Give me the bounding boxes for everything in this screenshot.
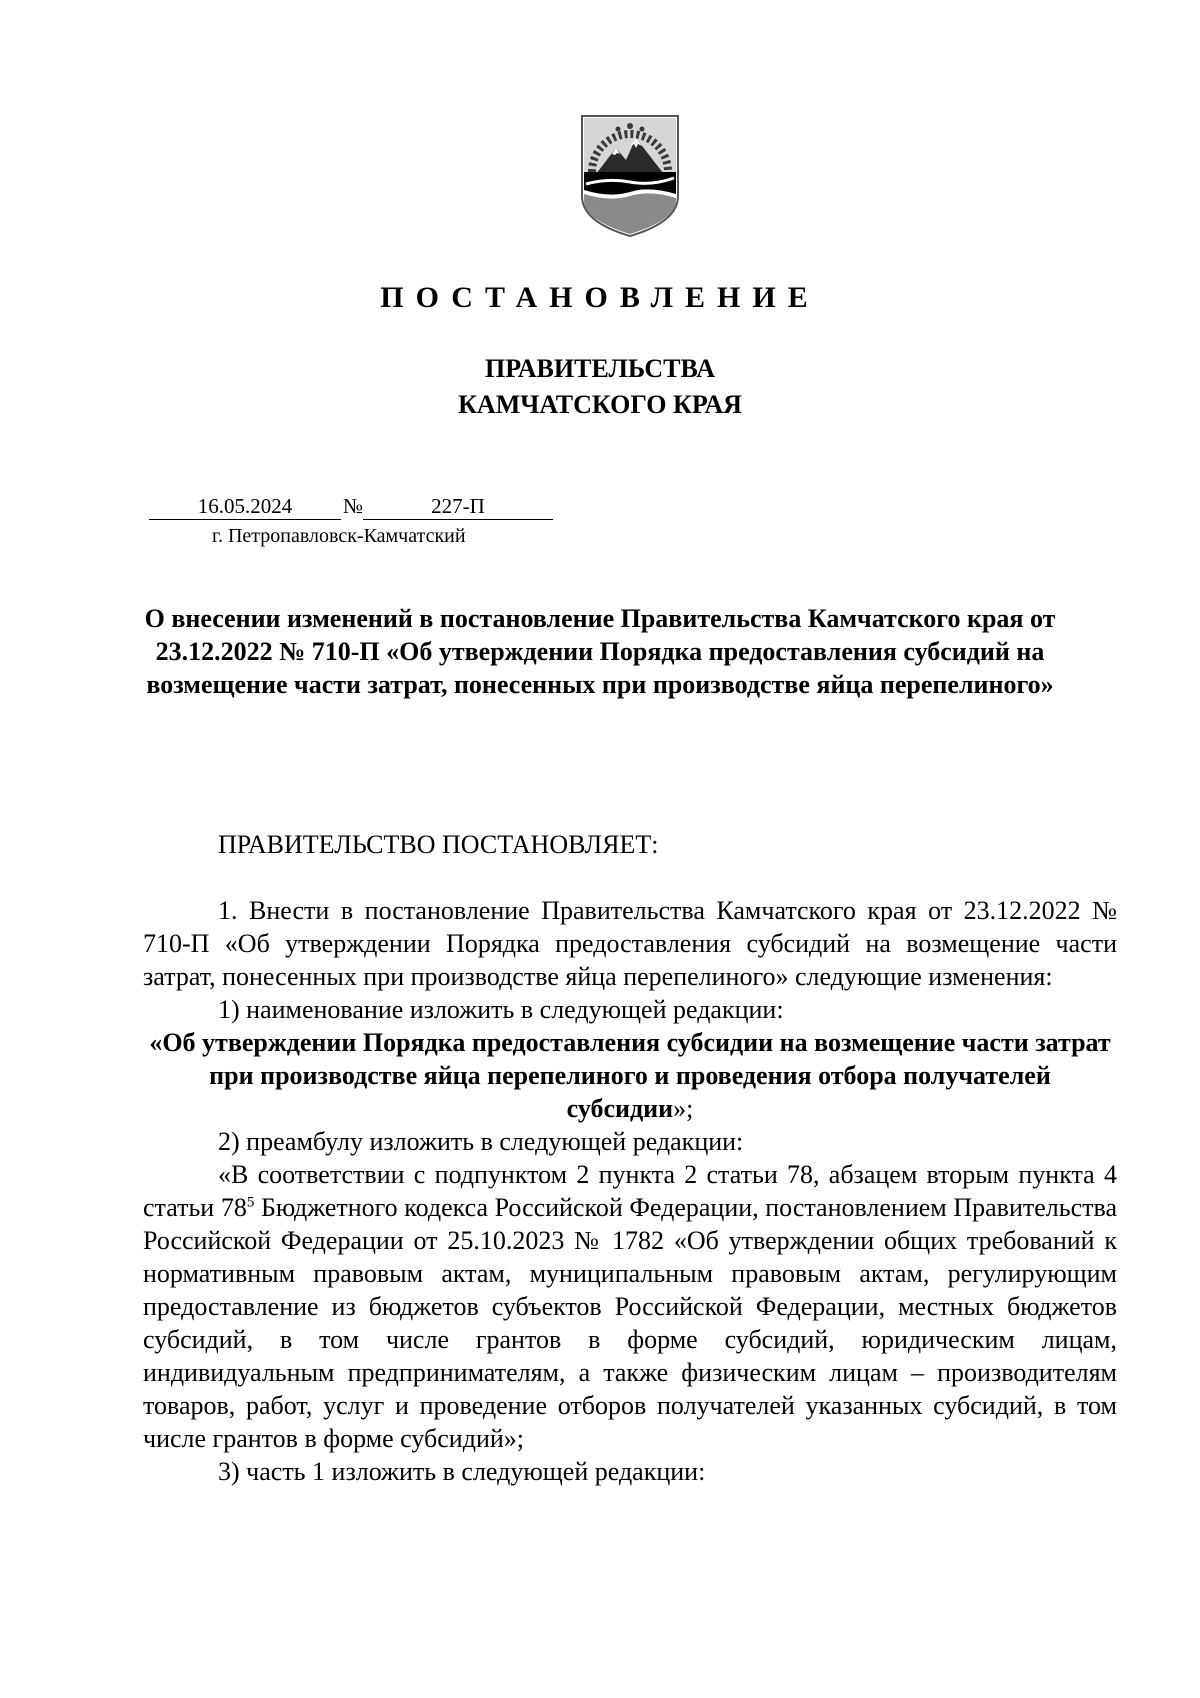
document-type-heading: ПОСТАНОВЛЕНИЕ bbox=[380, 281, 820, 314]
preamble-part-a: «В соответствии с подпунктом 2 пункта 2 статьи 78, абзацем вторым пункта 4 статьи 78 bbox=[143, 1160, 1117, 1222]
superscript: 5 bbox=[246, 1194, 255, 1211]
new-title-tail: »; bbox=[673, 1094, 694, 1123]
paragraph-4: 2) преамбулу изложить в следующей редакции: bbox=[218, 1127, 744, 1156]
document-date: 16.05.2024 bbox=[149, 493, 341, 520]
document-title: О внесении изменений в постановление Правительства Камчатского края от 23.12.2022 № 710-П «Об утверждении Порядка предоставления субсидий на возмещение части затрат, понесенных при производстве яйца перепелиного» bbox=[144, 604, 1056, 699]
paragraph-3 bbox=[143, 1026, 1117, 1125]
resolve-heading: ПРАВИТЕЛЬСТВО ПОСТАНОВЛЯЕТ: bbox=[218, 830, 659, 859]
issuer-line-2: КАМЧАТСКОГО КРАЯ bbox=[458, 390, 742, 419]
new-title-text: «Об утверждении Порядка предоставления субсидии на возмещение части затрат при производстве яйца перепелиного и проведения отбора получателей субсидии bbox=[149, 1028, 1111, 1123]
city-line: г. Петропавловск-Камчатский bbox=[212, 525, 466, 547]
document-body bbox=[143, 894, 1117, 1488]
coat-of-arms-icon bbox=[578, 112, 682, 240]
document-number: 227-П bbox=[363, 493, 553, 520]
number-sign: № bbox=[342, 494, 364, 518]
paragraph-2: 1) наименование изложить в следующей редакции: bbox=[218, 995, 784, 1024]
paragraph-1: 1. Внести в постановление Правительства Камчатского края от 23.12.2022 № 710-П «Об утверждении Порядка предоставления субсидий на возмещение части затрат, понесенных при производстве яйца перепелиного» следующие изменения: bbox=[143, 896, 1117, 991]
issuer-line-1: ПРАВИТЕЛЬСТВА bbox=[485, 354, 715, 383]
preamble-part-b: Бюджетного кодекса Российской Федерации, постановлением Правительства Российской Федерации от 25.10.2023 № 1782 «Об утверждении общих требований к нормативным правовым актам, муниципальным правовым актам, регулирующим предоставление из бюджетов субъектов Российской Федерации, местных бюджетов субсидий, в том числе грантов в форме субсидий, юридическим лицам, индивидуальным предпринимателям, а также физическим лицам – производителям товаров, работ, услуг и проведение отборов получателей указанных субсидий, в том числе грантов в форме субсидий»; bbox=[143, 1193, 1117, 1453]
paragraph-6: 3) часть 1 изложить в следующей редакции: bbox=[218, 1457, 706, 1486]
paragraph-5 bbox=[143, 1158, 1117, 1455]
